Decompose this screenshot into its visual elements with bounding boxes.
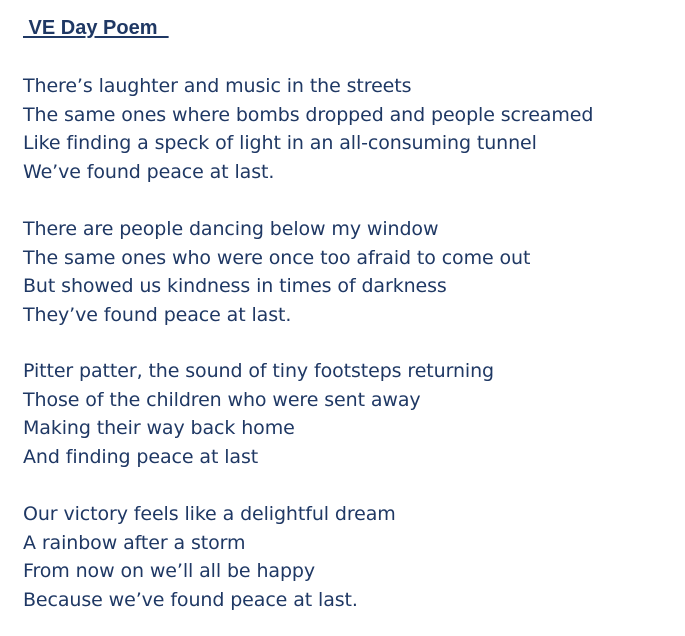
poem-line: But showed us kindness in times of darkness [23,275,447,297]
poem-line: They’ve found peace at last. [23,303,292,326]
poem-line: Our victory feels like a delightful dream [23,503,396,525]
poem-line: The same ones who were once too afraid to come out [23,246,531,269]
poem-line: Like finding a speck of light in an all-consuming tunnel [23,132,537,154]
poem-line: And finding peace at last [23,445,259,468]
poem-line: Pitter patter, the sound of tiny footsteps returning [23,360,494,382]
poem-line: From now on we’ll all be happy [23,560,316,582]
poem-line: There’s laughter and music in the streets [23,75,412,97]
poem-line: Those of the children who were sent away [23,388,421,411]
poem-line: We’ve found peace at last. [23,160,275,183]
stanza-1 [23,72,593,186]
poem-line: The same ones where bombs dropped and people screamed [23,103,594,126]
poem-title: VE Day Poem [23,17,169,39]
stanza-3 [23,357,494,471]
poem-line: There are people dancing below my window [23,218,439,240]
poem-line: A rainbow after a storm [23,531,246,554]
stanza-4 [23,500,396,614]
stanza-2 [23,215,530,329]
document-page [23,0,678,636]
poem-line: Making their way back home [23,417,295,439]
poem-line: Because we’ve found peace at last. [23,588,358,611]
